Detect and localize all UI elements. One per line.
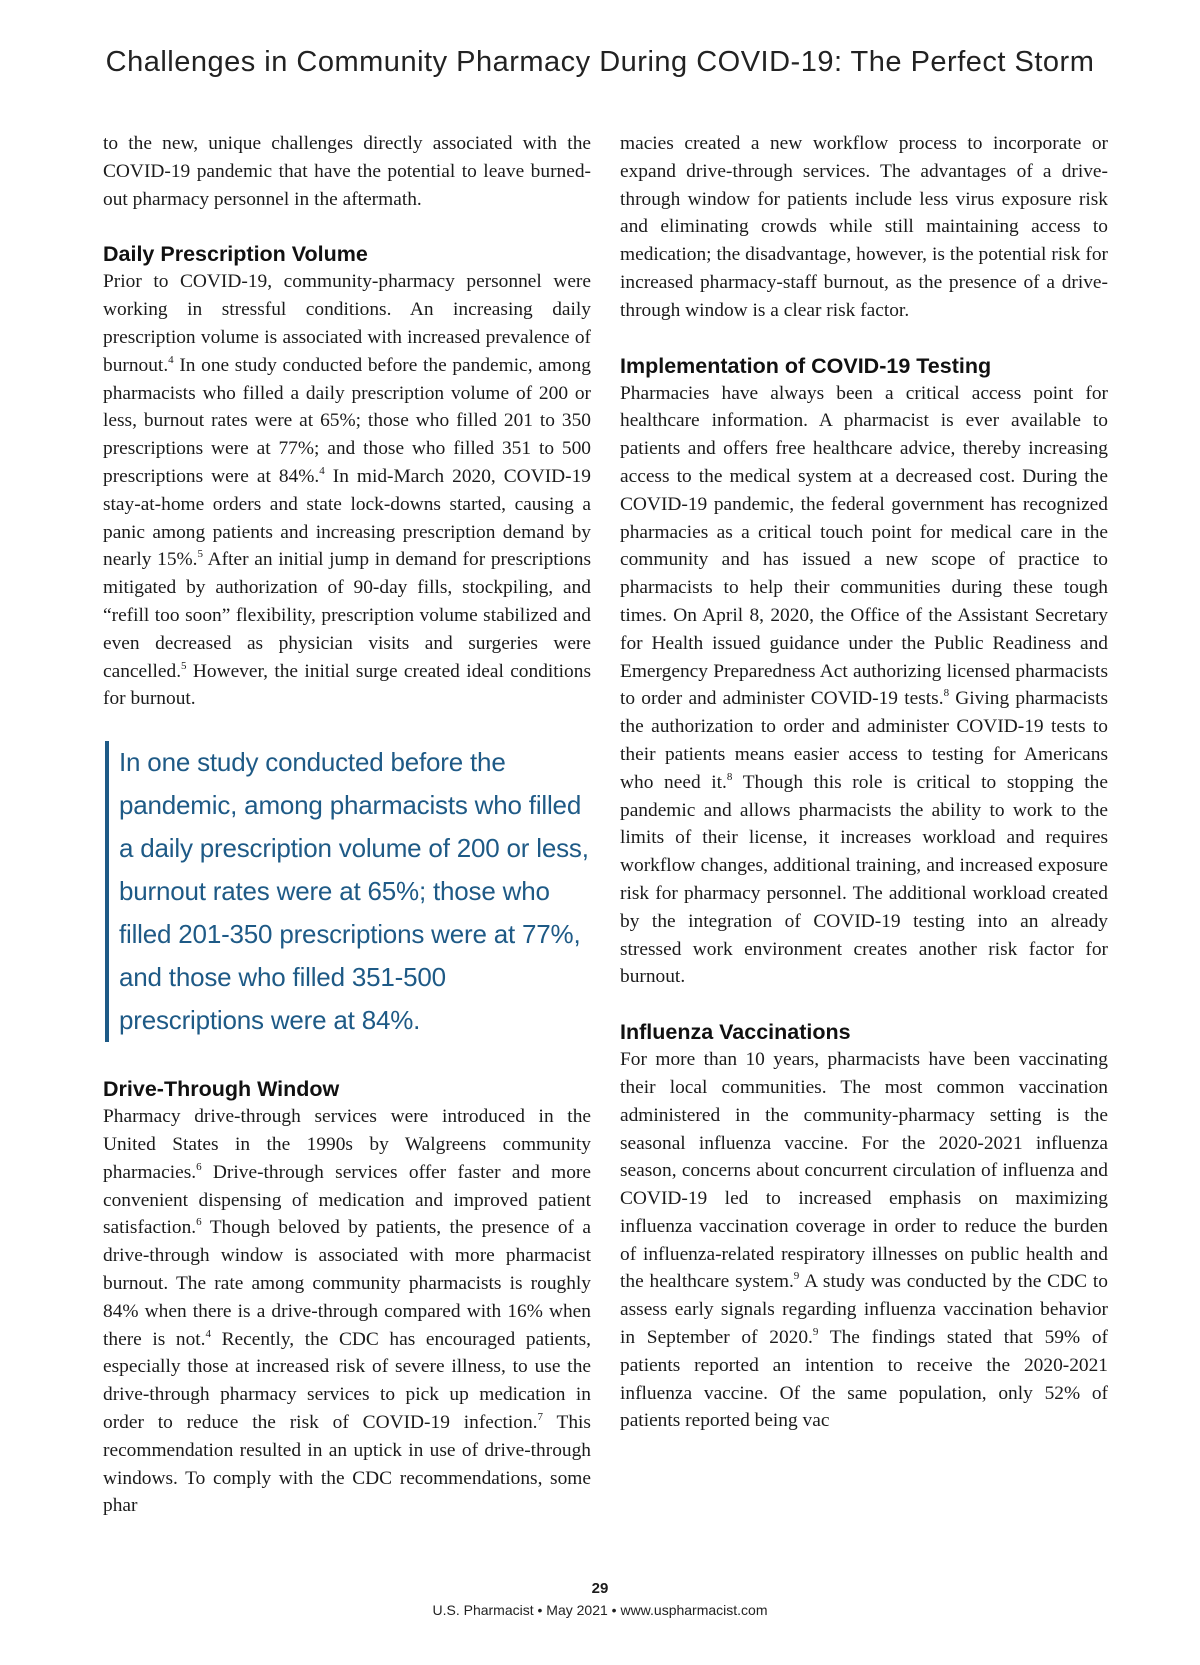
heading-covid-testing: Implementation of COVID-19 Testing	[620, 353, 992, 378]
heading-influenza-vaccinations: Influenza Vaccinations	[620, 1020, 851, 1045]
heading-daily-prescription-volume: Daily Prescription Volume	[103, 242, 368, 267]
ref-9: 9	[812, 1326, 819, 1339]
running-header: Challenges in Community Pharmacy During COVID-19: The Perfect Storm	[105, 46, 1095, 78]
intro-paragraph: to the new, unique challenges directly associated with the COVID-19 pandemic that have the potential to leave burned-out pharmacy personnel in the aftermath.	[103, 133, 591, 210]
prescription-volume-paragraph: Prior to COVID-19, community-pharmacy personnel were working in stressful conditions. An increasing daily prescription volume is associated with increased prevalence of burnout.$^4$ In one study conducted before the pandemic, among pharmacists who filled a daily prescription volume of 200 or less, burnout rates were at 65%; those who filled 201 to 350 prescriptions were at 77%; and those who filled 351 to 500 prescriptions were at 84%.$^4$ In mid-March 2020, COVID-19 stay-at-home orders and state lock-downs started, causing a panic among patients and increasing prescription demand by nearly 15%.$^5$ After an initial jump in demand for prescriptions mitigated by authorization of 90-day fills, stockpiling, and “refill too soon” flexibility, prescription volume stabilized and even decreased as physician visits and surgeries were cancelled.$^5$ However, the initial surge created ideal conditions for burnout.	[103, 271, 592, 710]
ref-7: 7	[537, 1410, 544, 1423]
ref-8: 8	[943, 687, 950, 700]
ref-9: 9	[793, 1270, 800, 1283]
ref-5: 5	[181, 659, 187, 672]
ref-8: 8	[726, 770, 733, 783]
ref-6: 6	[196, 1160, 202, 1173]
heading-drive-through-window: Drive-Through Window	[103, 1077, 340, 1102]
ref-4: 4	[168, 353, 174, 366]
footer-publication-line: U.S. Pharmacist • May 2021 • www.uspharmacist.com	[432, 1602, 768, 1618]
influenza-paragraph: For more than 10 years, pharmacists have been vaccinating their local communities. The most common vaccination administered in the community-pharmacy setting is the seasonal influenza vaccine. For the 2020-2021 influenza season, concerns about concurrent circulation of influenza and COVID-19 led to increased emphasis on maximizing influenza vaccination coverage in order to reduce the burden of influenza-related respiratory illnesses on public health and the healthcare system.$^9$ A study was conducted by the CDC to assess early signals regarding influenza vaccination behavior in September of 2020.$^9$ The findings stated that 59% of patients reported an intention to receive the 2020-2021 influenza vaccine. Of the same population, only 52% of patients reported being vac	[620, 1049, 1108, 1432]
ref-6: 6	[196, 1216, 202, 1229]
page-number: 29	[591, 1580, 609, 1597]
ref-5: 5	[197, 548, 204, 561]
ref-4: 4	[205, 1327, 211, 1340]
drive-through-paragraph: Pharmacy drive-through services were introduced in the United States in the 1990s by Walgreens community pharmacies.$^6$ Drive-through services offer faster and more convenient dispensing of medication and improved patient satisfaction.$^6$ Though beloved by patients, the presence of a drive-through window is associated with more pharmacist burnout. The rate among community pharmacists is roughly 84% when there is a drive-through compared with 16% when there is not.$^4$ Recently, the CDC has encouraged patients, especially those at increased risk of severe illness, to use the drive-through pharmacy services to pick up medication in order to reduce the risk of COVID-19 infection.$^7$ This recommendation resulted in an uptick in use of drive-through windows. To comply with the CDC recommendations, some phar	[103, 1106, 591, 1517]
ref-4: 4	[319, 464, 325, 477]
left-column	[103, 130, 591, 1520]
covid-testing-paragraph: Pharmacies have always been a critical access point for healthcare information. A pharmacist is ever available to patients and offers free healthcare advice, thereby increasing access to the medical system at a decreased cost. During the COVID-19 pandemic, the federal government has recognized pharmacies as a critical touch point for medical care in the community and has issued a new scope of practice to pharmacists to help their communities during these tough times. On April 8, 2020, the Office of the Assistant Secretary for Health issued guidance under the Public Readiness and Emergency Preparedness Act authorizing licensed pharmacists to order and administer COVID-19 tests.$^8$ Giving pharmacists the authorization to order and administer COVID-19 tests to their patients means easier access to testing for Americans who need it.$^8$ Though this role is critical to stopping the pandemic and allows pharmacists the ability to work to the limits of their license, it increases workload and requires workflow changes, additional training, and increased exposure risk for pharmacy personnel. The additional workload created by the integration of COVID-19 testing into an already stressed work environment creates another risk factor for burnout.	[620, 382, 1108, 988]
pull-quote: In one study conducted before the pandemic, among pharmacists who filled a daily prescription volume of 200 or less, burnout rates were at 65%; those who filled 201-350 prescriptions were at 77%, and those who filled 351-500 prescriptions were at 84%.	[105, 741, 591, 1042]
drive-through-continued-paragraph: macies created a new workflow process to incorporate or expand drive-through services. The advantages of a drive-through window for patients include less virus exposure risk and eliminating crowds while still maintaining access to medication; the disadvantage, however, is the potential risk for increased pharmacy-staff burnout, as the presence of a drive-through window is a clear risk factor.	[620, 133, 1108, 321]
right-column	[620, 130, 1108, 1435]
